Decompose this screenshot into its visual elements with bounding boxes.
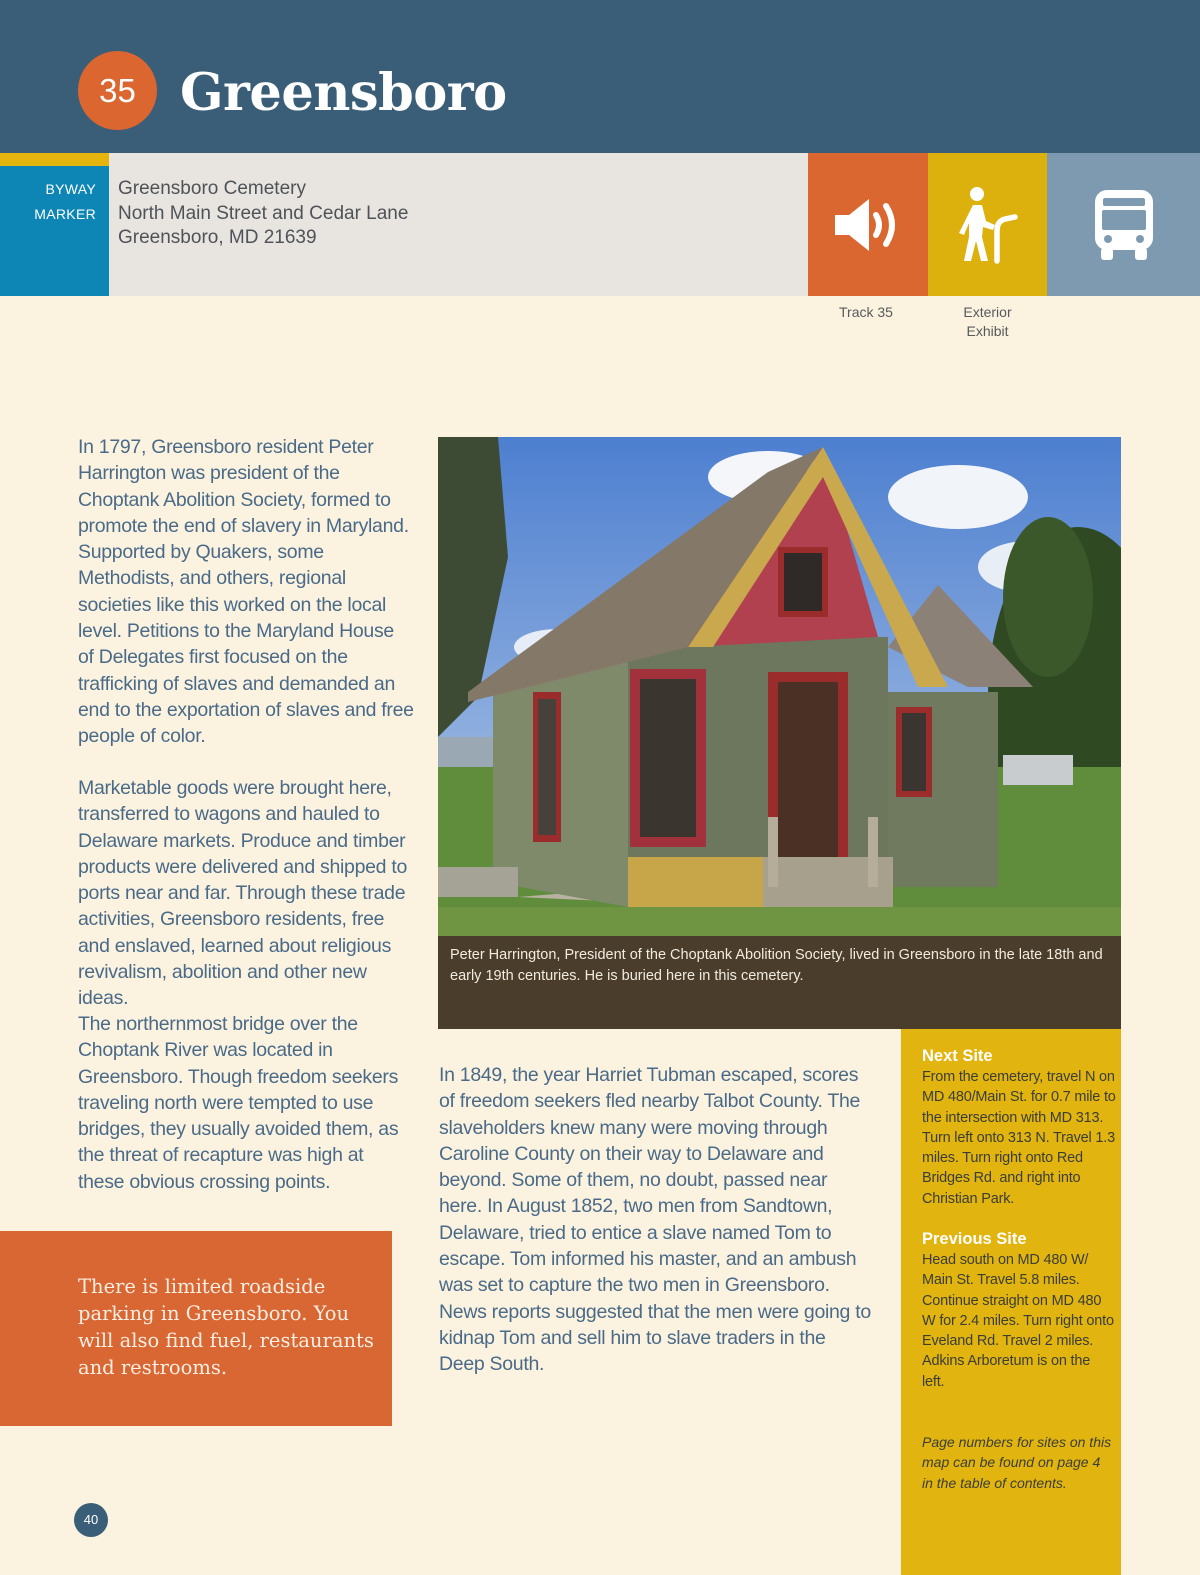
address-line2: North Main Street and Cedar Lane bbox=[118, 202, 409, 224]
previous-site-directions: Head south on MD 480 W/ Main St. Travel 5.8 miles. Continue straight on MD 480 W for 2.4 miles. Turn right onto Eveland Rd. Travel 2 miles. Adkins Arboretum is on the left. bbox=[922, 1252, 1114, 1390]
bus-icon bbox=[1093, 188, 1155, 262]
next-site-heading: Next Site bbox=[922, 1047, 993, 1065]
audio-track-caption: Track 35 bbox=[839, 304, 893, 320]
page-number: 40 bbox=[74, 1503, 108, 1537]
marker-label-line1: BYWAY bbox=[45, 181, 96, 197]
audio-track-tile[interactable] bbox=[808, 153, 928, 296]
bus-tile[interactable] bbox=[1047, 153, 1200, 296]
address-line3: Greensboro, MD 21639 bbox=[118, 227, 317, 248]
marker-address bbox=[118, 177, 408, 251]
exhibit-caption-line1: Exterior bbox=[963, 304, 1012, 320]
accent-strip bbox=[0, 153, 109, 166]
speaker-icon bbox=[833, 195, 903, 255]
page-title: Greensboro bbox=[180, 63, 507, 123]
next-site-directions: From the cemetery, travel N on MD 480/Main St. for 0.7 mile to the intersection with MD 313. Turn left onto 313 N. Travel 1.3 miles. Turn right onto Red Bridges Rd. and right into Christian Park. bbox=[922, 1069, 1116, 1207]
exterior-exhibit-tile[interactable] bbox=[928, 153, 1047, 296]
exhibit-caption-line2: Exhibit bbox=[966, 323, 1009, 339]
site-number-badge: 35 bbox=[78, 51, 157, 130]
body-paragraph-1: In 1797, Greensboro resident Peter Harrington was president of the Choptank Abolition Society, formed to promote the end of slavery in Maryland. Supported by Quakers, some Methodists, and others, regional societies like this worked on the local level. Petitions to the Maryland House of Delegates first focused on the trafficking of slaves and demanded an end to the exportation of slaves and free people of color. bbox=[78, 436, 414, 748]
cemetery-house-photo bbox=[438, 437, 1121, 936]
address-line1: Greensboro Cemetery bbox=[118, 178, 306, 199]
body-paragraph-2: Marketable goods were brought here, transferred to wagons and hauled to Delaware markets. Produce and timber products were delivered and shipped to ports near and far. Through these trade activities, Greensboro residents, free and enslaved, learned about religious revivalism, abolition and other new ideas. bbox=[78, 777, 407, 1010]
exterior-exhibit-caption bbox=[928, 303, 1047, 341]
body-paragraph-4: In 1849, the year Harriet Tubman escaped, scores of freedom seekers fled nearby Talbot County. The slaveholders knew many were moving through Caroline County on their way to Delaware and beyond. Some of them, no doubt, passed near here. In August 1852, two men from Sandtown, Delaware, tried to entice a slave named Tom to escape. Tom informed his master, and an ambush was set to capture the two men in Greensboro. News reports suggested that the men were going to kidnap Tom and sell him to slave traders in the Deep South. bbox=[439, 1064, 871, 1376]
photo-caption: Peter Harrington, President of the Choptank Abolition Society, lived in Greensboro in the late 18th and early 19th centuries. He is buried here in this cemetery. bbox=[450, 947, 1103, 984]
byway-marker-label bbox=[0, 177, 96, 227]
previous-site-heading: Previous Site bbox=[922, 1230, 1027, 1248]
visitor-note: There is limited roadside parking in Greensboro. You will also find fuel, restaurants and restrooms. bbox=[78, 1275, 374, 1379]
marker-label-line2: MARKER bbox=[34, 206, 96, 222]
walking-person-icon bbox=[955, 185, 1021, 265]
body-paragraph-3: The northernmost bridge over the Choptank River was located in Greensboro. Though freedom seekers traveling north were tempted to use bridges, they usually avoided them, as the threat of recapture was high at these obvious crossing points. bbox=[78, 1013, 399, 1193]
page-numbers-note: Page numbers for sites on this map can be found on page 4 in the table of contents. bbox=[922, 1434, 1112, 1491]
